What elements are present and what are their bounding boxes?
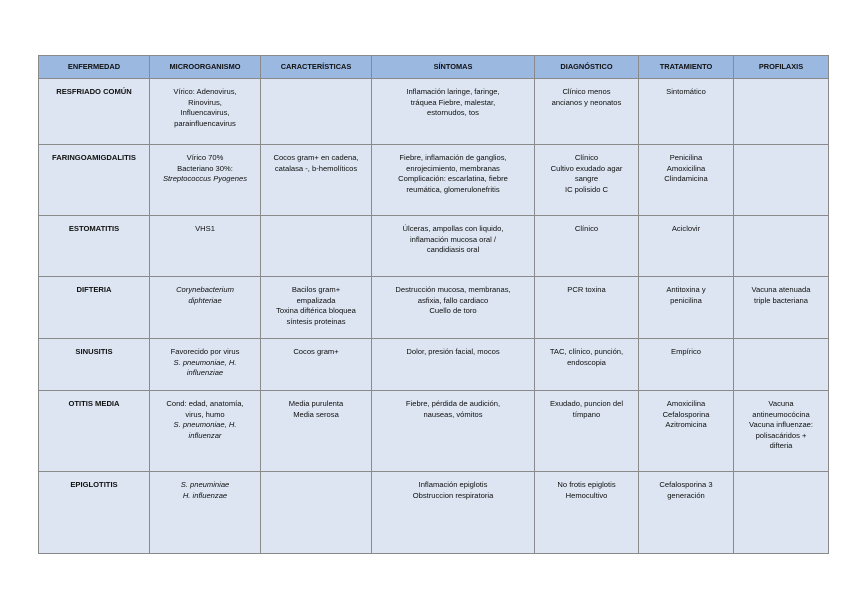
- cell-line: Complicación: escarlatina, fiebre: [398, 174, 508, 184]
- cell-caracteristicas: [261, 277, 372, 339]
- cell-microorganismo: [150, 277, 261, 339]
- header-tratamiento: TRATAMIENTO: [639, 56, 734, 79]
- cell-diagnostico: [535, 277, 639, 339]
- cell-line: influenzar: [188, 430, 222, 440]
- cell-line: diphteriae: [188, 295, 222, 305]
- cell-profilaxis: [734, 472, 829, 554]
- cell-line: RESFRIADO COMÚN: [56, 87, 132, 96]
- cell-sintomas: [372, 79, 535, 145]
- cell-sintomas: [372, 391, 535, 472]
- cell-line: SINUSITIS: [75, 347, 113, 356]
- cell-caracteristicas: [261, 79, 372, 145]
- cell-line: IC polisido C: [564, 184, 609, 194]
- cell-line: Azitromicina: [665, 420, 707, 430]
- cell-caracteristicas: [261, 216, 372, 277]
- cell-line: enrojecimiento, membranas: [406, 163, 500, 173]
- cell-line: Penicilina: [669, 153, 703, 162]
- cell-line: reumática, glomerulonefritis: [406, 184, 500, 194]
- cell-line: Cefalosporina 3: [659, 480, 713, 489]
- cell-line: Media serosa: [293, 409, 339, 419]
- table-body: [39, 79, 829, 554]
- cell-line: Corynebacterium: [176, 285, 234, 294]
- header-enfermedad: ENFERMEDAD: [39, 56, 150, 79]
- cell-line: FARINGOAMIGDALITIS: [52, 153, 136, 162]
- cell-diagnostico: [535, 391, 639, 472]
- cell-line: nauseas, vómitos: [423, 409, 483, 419]
- cell-line: Clindamicina: [664, 174, 708, 184]
- cell-line: Destrucción mucosa, membranas,: [395, 285, 511, 294]
- cell-line: VHS1: [195, 224, 215, 233]
- cell-line: asfixia, fallo cardiaco: [417, 295, 489, 305]
- cell-line: Cuello de toro: [429, 306, 477, 316]
- cell-line: generación: [667, 490, 705, 500]
- cell-caracteristicas: [261, 472, 372, 554]
- cell-line: Dolor, presión facial, mocos: [406, 347, 500, 356]
- cell-sintomas: [372, 216, 535, 277]
- cell-enfermedad: [39, 277, 150, 339]
- cell-line: Bacilos gram+: [291, 285, 341, 294]
- cell-line: Sintomático: [666, 87, 706, 96]
- cell-line: sangre: [574, 174, 599, 184]
- cell-line: parainfluencavirus: [174, 118, 236, 128]
- cell-line: No frotis epiglotis: [557, 480, 616, 489]
- cell-profilaxis: [734, 216, 829, 277]
- cell-microorganismo: [150, 391, 261, 472]
- cell-line: Cocos gram+ en cadena,: [273, 153, 359, 162]
- cell-line: ancianos y neonatos: [551, 97, 622, 107]
- cell-line: difteria: [769, 441, 793, 451]
- table-header-row: [39, 56, 829, 79]
- cell-line: Streptococcus Pyogenes: [162, 174, 247, 184]
- cell-line: tímpano: [572, 409, 601, 419]
- cell-line: influenziae: [186, 368, 224, 378]
- disease-table-container: [38, 55, 828, 554]
- cell-line: Influencavirus,: [180, 108, 230, 118]
- cell-line: triple bacteriana: [753, 295, 809, 305]
- header-diagnostico: DIAGNÓSTICO: [535, 56, 639, 79]
- cell-line: estornudos, tos: [427, 108, 479, 118]
- cell-line: Exudado, puncion del: [549, 399, 624, 408]
- cell-diagnostico: [535, 472, 639, 554]
- cell-line: Amoxicilina: [666, 399, 706, 408]
- cell-line: Favorecido por virus: [170, 347, 240, 356]
- cell-line: EPIGLOTITIS: [70, 480, 118, 489]
- cell-line: catalasa -, b-hemolíticos: [274, 163, 358, 173]
- table-row: [39, 79, 829, 145]
- cell-line: Vírico 70%: [186, 153, 224, 162]
- cell-line: Fiebre, pérdida de audición,: [405, 399, 501, 408]
- cell-enfermedad: [39, 391, 150, 472]
- cell-line: síntesis proteinas: [286, 316, 346, 326]
- cell-line: endoscopia: [567, 357, 606, 367]
- cell-line: Vacuna: [768, 399, 794, 408]
- cell-line: polisacáridos +: [755, 430, 807, 440]
- cell-tratamiento: [639, 277, 734, 339]
- cell-line: Vacuna atenuada: [751, 285, 811, 294]
- table-row: [39, 145, 829, 216]
- cell-tratamiento: [639, 472, 734, 554]
- cell-line: tráquea Fiebre, malestar,: [410, 97, 496, 107]
- cell-line: Clínico: [574, 224, 599, 233]
- cell-line: S. pneumoniae, H.: [173, 420, 237, 430]
- cell-line: Úlceras, ampollas con liquido,: [402, 224, 504, 233]
- cell-line: Toxina diftérica bloquea: [276, 306, 356, 316]
- cell-microorganismo: [150, 79, 261, 145]
- table-row: [39, 339, 829, 391]
- cell-profilaxis: [734, 339, 829, 391]
- table-row: [39, 216, 829, 277]
- cell-line: H. influenzae: [182, 490, 228, 500]
- cell-line: Vacuna influenzae:: [748, 420, 814, 430]
- cell-line: Vírico: Adenovirus,: [173, 87, 237, 96]
- cell-diagnostico: [535, 339, 639, 391]
- cell-line: OTITIS MEDIA: [68, 399, 120, 408]
- cell-line: Obstruccion respiratoria: [412, 490, 494, 500]
- cell-tratamiento: [639, 339, 734, 391]
- cell-line: Clínico: [574, 153, 599, 162]
- cell-sintomas: [372, 339, 535, 391]
- cell-profilaxis: [734, 277, 829, 339]
- cell-line: Inflamación epiglotis: [418, 480, 488, 489]
- cell-line: S. pneumoniae, H.: [173, 357, 237, 367]
- cell-line: antineumocócina: [752, 409, 810, 419]
- cell-sintomas: [372, 145, 535, 216]
- cell-line: Cond: edad, anatomía,: [166, 399, 244, 408]
- header-caracteristicas: CARACTERÍSTICAS: [261, 56, 372, 79]
- cell-microorganismo: [150, 339, 261, 391]
- cell-line: Inflamación laringe, faringe,: [406, 87, 500, 96]
- cell-enfermedad: [39, 339, 150, 391]
- cell-line: Media purulenta: [288, 399, 344, 408]
- cell-line: Empírico: [671, 347, 701, 356]
- cell-line: Rinovirus,: [188, 97, 222, 107]
- cell-profilaxis: [734, 391, 829, 472]
- cell-line: TAC, clínico, punción,: [549, 347, 624, 356]
- cell-microorganismo: [150, 472, 261, 554]
- cell-line: Hemocultivo: [565, 490, 608, 500]
- cell-line: Clínico menos: [562, 87, 611, 96]
- cell-line: Cultivo exudado agar: [550, 163, 623, 173]
- disease-table: [38, 55, 829, 554]
- cell-line: Bacteriano 30%:: [177, 163, 233, 173]
- cell-line: Aciclovir: [671, 224, 701, 233]
- cell-line: candidiasis oral: [426, 245, 480, 255]
- cell-enfermedad: [39, 145, 150, 216]
- cell-enfermedad: [39, 472, 150, 554]
- cell-line: S. pneuminiae: [180, 480, 230, 489]
- cell-diagnostico: [535, 79, 639, 145]
- cell-line: penicilina: [670, 295, 702, 305]
- cell-caracteristicas: [261, 391, 372, 472]
- cell-line: DIFTERIA: [76, 285, 112, 294]
- cell-line: Fiebre, inflamación de ganglios,: [399, 153, 507, 162]
- table-row: [39, 472, 829, 554]
- cell-microorganismo: [150, 216, 261, 277]
- cell-enfermedad: [39, 79, 150, 145]
- cell-line: virus, humo: [185, 409, 225, 419]
- cell-tratamiento: [639, 145, 734, 216]
- cell-caracteristicas: [261, 145, 372, 216]
- cell-line: Cocos gram+: [293, 347, 339, 356]
- cell-tratamiento: [639, 216, 734, 277]
- cell-enfermedad: [39, 216, 150, 277]
- cell-line: Cefalosporina: [662, 409, 710, 419]
- cell-sintomas: [372, 277, 535, 339]
- cell-tratamiento: [639, 391, 734, 472]
- table-row: [39, 277, 829, 339]
- cell-profilaxis: [734, 79, 829, 145]
- cell-line: PCR toxina: [567, 285, 606, 294]
- cell-line: empalizada: [296, 295, 336, 305]
- cell-diagnostico: [535, 216, 639, 277]
- cell-tratamiento: [639, 79, 734, 145]
- cell-diagnostico: [535, 145, 639, 216]
- cell-line: Amoxicilina: [666, 163, 706, 173]
- header-profilaxis: PROFILAXIS: [734, 56, 829, 79]
- header-microorganismo: MICROORGANISMO: [150, 56, 261, 79]
- cell-microorganismo: [150, 145, 261, 216]
- cell-sintomas: [372, 472, 535, 554]
- cell-line: Antitoxina y: [666, 285, 706, 294]
- cell-line: ESTOMATITIS: [68, 224, 120, 233]
- header-sintomas: SÍNTOMAS: [372, 56, 535, 79]
- cell-line: inflamación mucosa oral /: [409, 234, 497, 244]
- table-row: [39, 391, 829, 472]
- cell-profilaxis: [734, 145, 829, 216]
- cell-caracteristicas: [261, 339, 372, 391]
